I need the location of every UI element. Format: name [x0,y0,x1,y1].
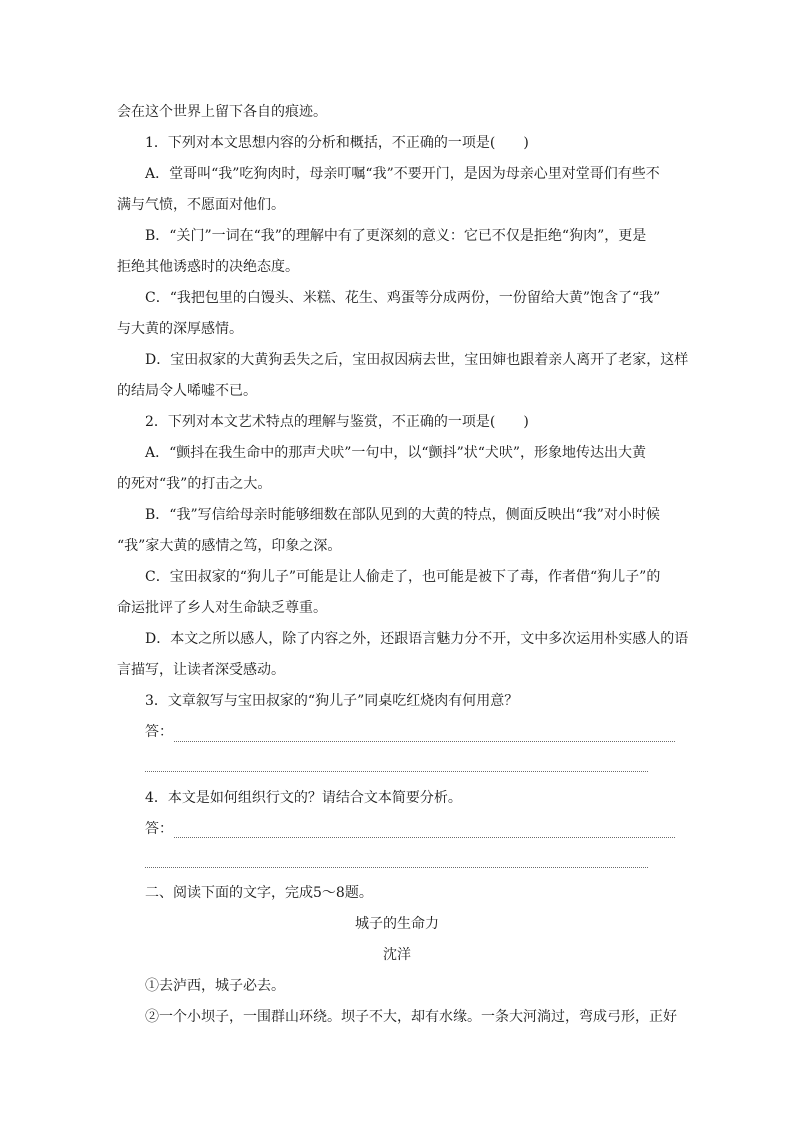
option-c-line: 与大黄的深厚感情。 [117,321,243,337]
answer-label: 答： [145,821,173,837]
answer-line[interactable] [145,771,648,772]
option-c-line: 命运批评了乡人对生命缺乏尊重。 [117,600,327,616]
question-4: 4．本文是如何组织行文的？请结合文本简要分析。 [145,790,462,806]
option-c-line: C．“我把包里的白馒头、米糕、花生、鸡蛋等分成两份，一份留给大黄”饱含了“我” [145,290,661,306]
answer-line[interactable] [145,867,648,868]
option-b-line: “我”家大黄的感情之笃，印象之深。 [117,538,342,554]
answer-label: 答： [145,724,173,740]
section-heading: 二、阅读下面的文字，完成5～8题。 [145,885,373,901]
option-d-line: 言描写，让读者深受感动。 [117,662,285,678]
paragraph-1: ①去泸西，城子必去。 [145,978,285,994]
paragraph-2: ②一个小坝子，一围群山环绕。坝子不大，却有水缘。一条大河淌过，弯成弓形，正好 [145,1009,677,1025]
article-title: 城子的生命力 [355,916,439,932]
question-1: 1．下列对本文思想内容的分析和概括，不正确的一项是( ) [145,135,529,151]
article-author: 沈洋 [383,947,411,963]
question-3: 3．文章叙写与宝田叔家的“狗儿子”同桌吃红烧肉有何用意？ [145,693,519,709]
answer-line[interactable] [174,837,675,838]
option-a-line: 满与气愤，不愿面对他们。 [117,197,285,213]
option-a-line: A．堂哥叫“我”吃狗肉时，母亲叮嘱“我”不要开门，是因为母亲心里对堂哥们有些不 [145,166,660,182]
option-b-line: B．“我”写信给母亲时能够细数在部队见到的大黄的特点，侧面反映出“我”对小时候 [145,507,660,523]
question-2: 2．下列对本文艺术特点的理解与鉴赏，不正确的一项是( ) [145,414,529,430]
option-a-line: A．“颤抖在我生命中的那声犬吠”一句中，以“颤抖”状“犬吠”，形象地传达出大黄 [145,445,647,461]
text-line: 会在这个世界上留下各自的痕迹。 [117,104,327,120]
option-b-line: B．“关门”一词在“我”的理解中有了更深刻的意义：它已不仅是拒绝“狗肉”，更是 [145,228,647,244]
option-d-line: 的结局令人唏嘘不已。 [117,383,257,399]
option-b-line: 拒绝其他诱惑时的决绝态度。 [117,259,299,275]
option-c-line: C．宝田叔家的“狗儿子”可能是让人偷走了，也可能是被下了毒，作者借“狗儿子”的 [145,569,661,585]
option-d-line: D．宝田叔家的大黄狗丢失之后，宝田叔因病去世，宝田婶也跟着亲人离开了老家，这样 [145,352,689,368]
answer-line[interactable] [174,741,675,742]
option-a-line: 的死对“我”的打击之大。 [117,476,272,492]
option-d-line: D．本文之所以感人，除了内容之外，还跟语言魅力分不开，文中多次运用朴实感人的语 [145,631,689,647]
